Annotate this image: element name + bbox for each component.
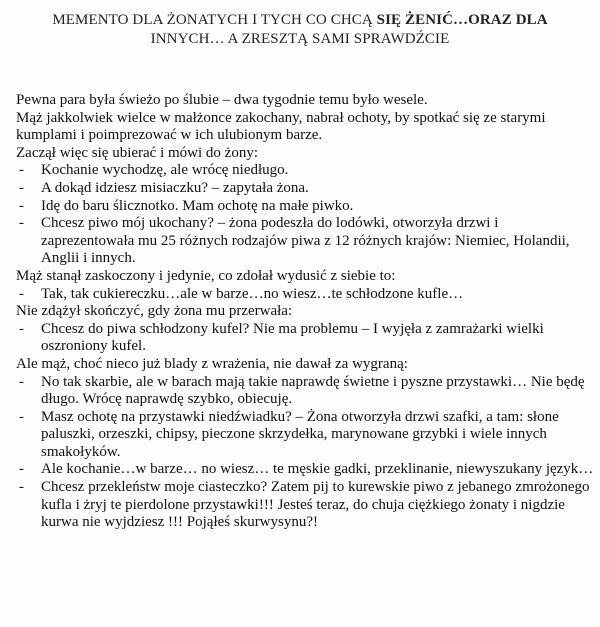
title-line-1-a: MEMENTO DLA ŻONATYCH I TYCH CO CHCĄ (52, 12, 373, 28)
bullet-dash: - (19, 215, 24, 232)
dialogue-text: Masz ochotę na przystawki niedźwiadku? – Żona otworzyła drzwi szafki, a tam: słone paluszki, orzeszki, chipsy, pieczone skrzydełka, marynowane grzybki i wiele innych smakołyków. (41, 408, 559, 460)
title-line-1-b: SIĘ ŻENIĆ…ORAZ DLA (376, 12, 548, 28)
bullet-dash: - (19, 461, 24, 478)
dialogue-text: Kochanie wychodzę, ale wrócę niedługo. (41, 162, 289, 179)
bullet-dash: - (19, 197, 24, 214)
document-body (16, 92, 594, 532)
dialogue-line (16, 409, 594, 462)
intro-paragraph-3: Zaczął więc się ubierać i mówi do żony: (16, 144, 258, 161)
narration-paragraph: Mąż stanął zaskoczony i jedynie, co zdołał wydusić z siebie to: (16, 267, 396, 284)
title-line-2: INNYCH… A ZRESZTĄ SAMI SPRAWDŹCIE (150, 31, 450, 47)
bullet-dash: - (19, 320, 24, 337)
dialogue-line (16, 479, 594, 532)
dialogue-line (16, 461, 594, 479)
dialogue-line (16, 286, 594, 304)
bullet-dash: - (19, 408, 24, 425)
bullet-dash: - (19, 285, 24, 302)
intro-paragraph-1: Pewna para była świeżo po ślubie – dwa tygodnie temu było wesele. (16, 92, 428, 108)
dialogue-text: Chcesz przekleństw moje ciasteczko? Zatem pij to kurewskie piwo z jebanego zmrożonego kufla i żryj te pierdolone przystawki!!! Jesteś teraz, do chuja ciężkiego żonaty i nigdzie kurwa nie wyjdziesz !!! Pojąłeś skurwysynu?! (41, 479, 590, 531)
intro-paragraph-2: Mąż jakkolwiek wielce w małżonce zakochany, nabrał ochoty, by spotkać się ze starymi kumplami i poimprezować w ich ulubionym barze. (16, 109, 546, 144)
dialogue-text: A dokąd idziesz misiaczku? – zapytała żona. (41, 179, 309, 196)
dialogue-text: Ale kochanie…w barze… no wiesz… te męskie gadki, przeklinanie, niewyszukany język… (41, 461, 594, 478)
dialogue-line (16, 321, 594, 356)
dialogue-text: No tak skarbie, ale w barach mają takie naprawdę świetne i pyszne przystawki… Nie będę długo. Wrócę naprawdę szybko, obiecuję. (41, 373, 585, 408)
bullet-dash: - (19, 179, 24, 196)
dialogue-text: Chcesz piwo mój ukochany? – żona podeszła do lodówki, otworzyła drzwi i zaprezentowała mu 25 różnych rodzajów piwa z 12 różnych krajów: Niemiec, Holandii, Anglii i innych. (41, 215, 570, 267)
dialogue-line (16, 162, 594, 180)
narration-paragraph: Nie zdążył skończyć, gdy żona mu przerwała: (16, 303, 293, 320)
dialogue-text: Tak, tak cukiereczku…ale w barze…no wiesz…te schłodzone kufle… (41, 285, 464, 302)
dialogue-text: Idę do baru ślicznotko. Mam ochotę na małe piwko. (41, 197, 354, 214)
document-title (0, 11, 600, 49)
title-line-1 (52, 12, 547, 28)
dialogue-line (16, 374, 594, 409)
dialogue-line (16, 215, 594, 268)
dialogue-text: Chcesz do piwa schłodzony kufel? Nie ma problemu – I wyjęła z zamrażarki wielki oszroniony kufel. (41, 320, 544, 355)
bullet-dash: - (19, 373, 24, 390)
dialogue-line (16, 180, 594, 198)
dialogue-line (16, 198, 594, 216)
bullet-dash: - (19, 479, 24, 496)
narration-paragraph: Ale mąż, choć nieco już blady z wrażenia, nie dawał za wygraną: (16, 355, 408, 372)
bullet-dash: - (19, 162, 24, 179)
